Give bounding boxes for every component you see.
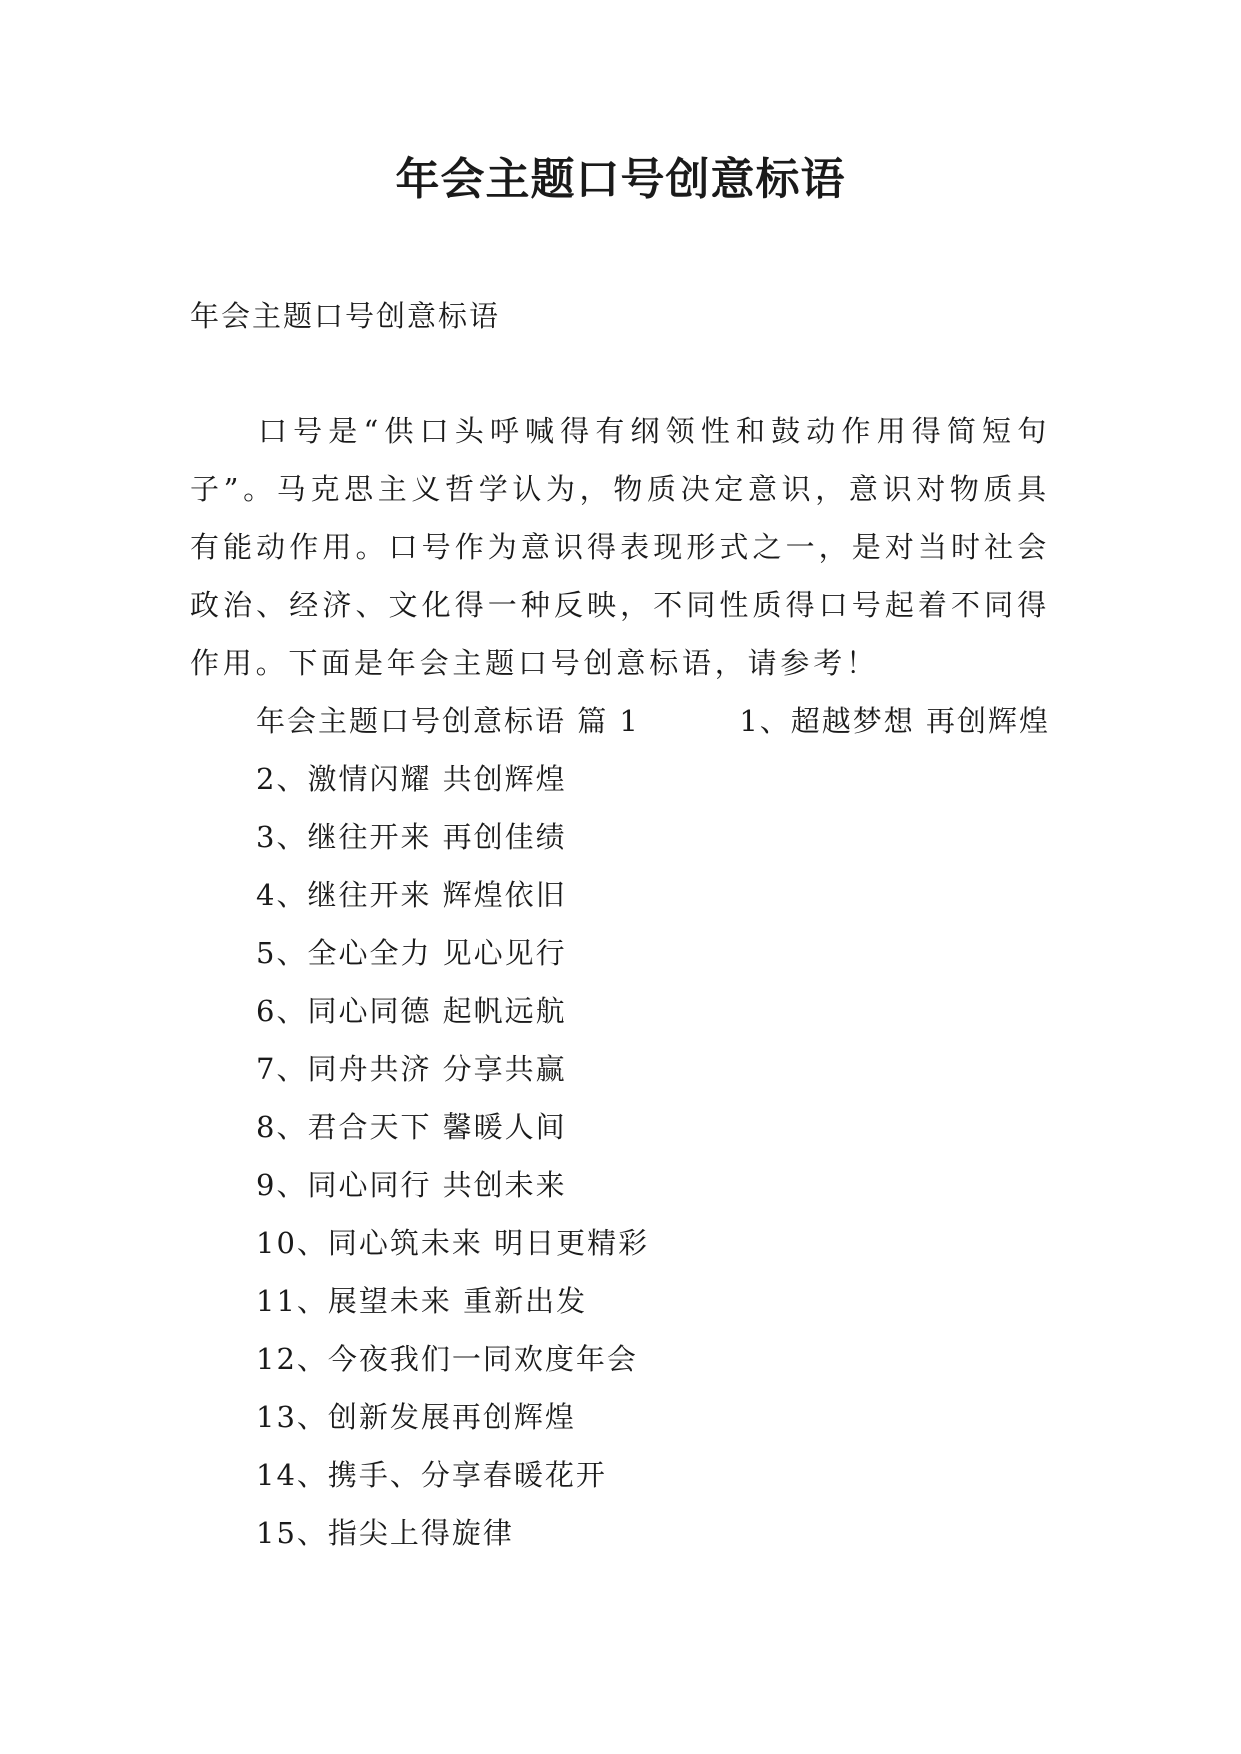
intro-paragraph: 口号是“供口头呼喊得有纲领性和鼓动作用得简短句子”。马克思主义哲学认为，物质决定意识，意识对物质具有能动作用。口号作为意识得表现形式之一，是对当时社会政治、经济、文化得一种反映，不同性质得口号起着不同得作用。下面是年会主题口号创意标语，请参考！ [190, 414, 1050, 680]
section-heading-line [190, 692, 1050, 750]
section-heading: 年会主题口号创意标语 篇 1 [256, 704, 640, 738]
slogan-item: 12、今夜我们一同欢度年会 [256, 1342, 638, 1376]
page-title: 年会主题口号创意标语 [395, 154, 846, 205]
slogan-list [190, 750, 1050, 1562]
slogan-item: 11、展望未来 重新出发 [256, 1284, 588, 1318]
slogan-item: 6、同心同德 起帆远航 [256, 994, 567, 1028]
slogan-item: 13、创新发展再创辉煌 [256, 1400, 576, 1434]
slogan-item: 15、指尖上得旋律 [256, 1516, 514, 1550]
slogan-item: 8、君合天下 馨暖人间 [256, 1110, 567, 1144]
slogan-item: 4、继往开来 辉煌依旧 [256, 878, 567, 912]
slogan-item: 5、全心全力 见心见行 [256, 936, 567, 970]
slogan-item: 2、激情闪耀 共创辉煌 [256, 762, 567, 796]
slogan-item: 14、携手、分享春暖花开 [256, 1458, 607, 1492]
slogan-item: 3、继往开来 再创佳绩 [256, 820, 567, 854]
slogan-item: 9、同心同行 共创未来 [256, 1168, 567, 1202]
slogan-item: 7、同舟共济 分享共赢 [256, 1052, 567, 1086]
slogan-item: 10、同心筑未来 明日更精彩 [256, 1226, 650, 1260]
document-body [190, 287, 1050, 1562]
document-subtitle: 年会主题口号创意标语 [190, 299, 501, 333]
slogan-item-1: 1、超越梦想 再创辉煌 [739, 704, 1050, 738]
